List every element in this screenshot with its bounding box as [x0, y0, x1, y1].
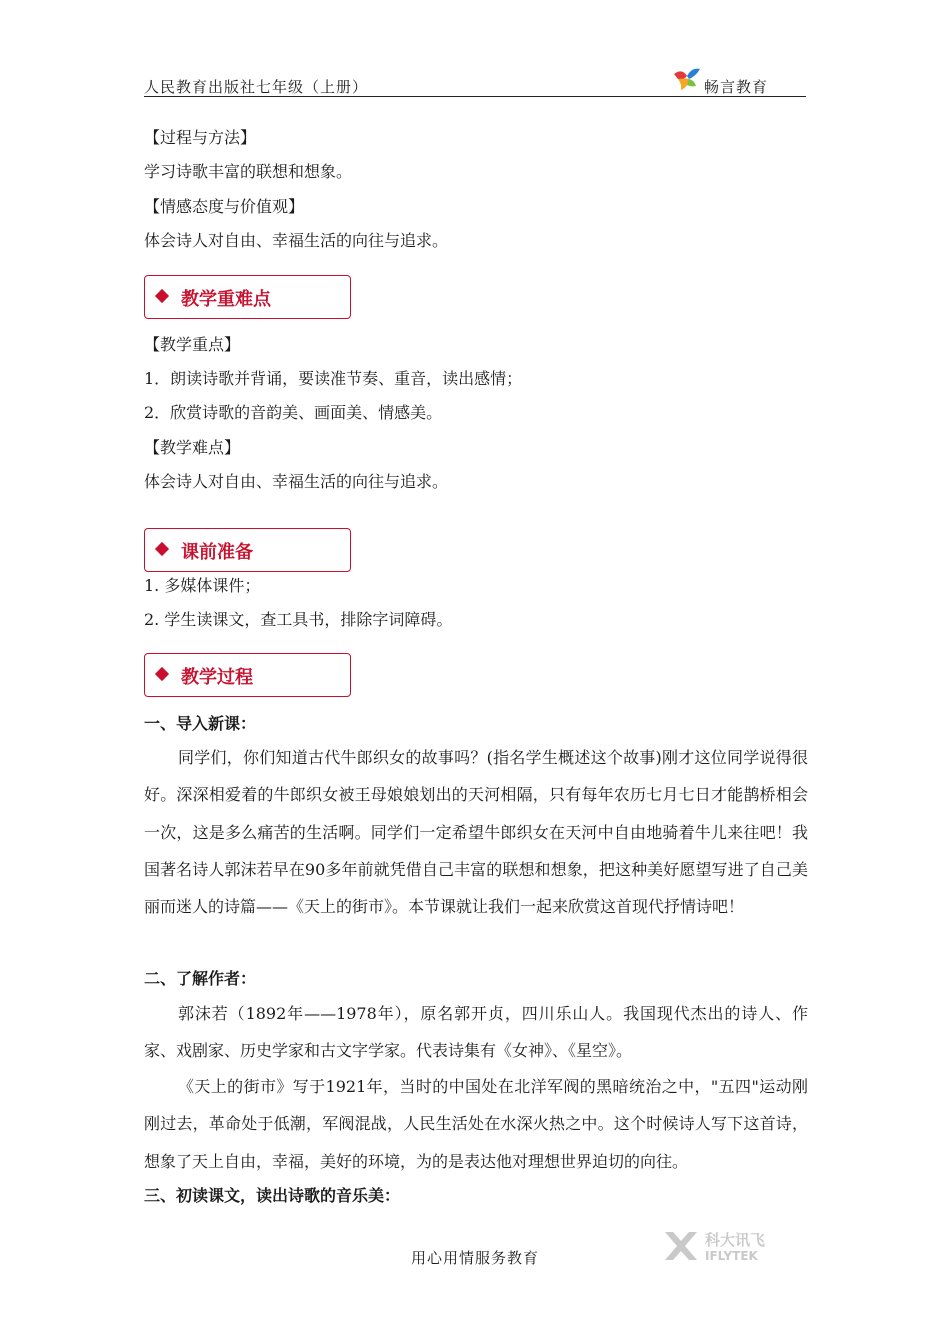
- step2-paragraph-1: 郭沫若（1892年——1978年），原名郭开贞，四川乐山人。我国现代杰出的诗人、作家、戏剧家、历史学家和古文字学家。代表诗集有《女神》、《星空》。: [144, 1004, 808, 1061]
- key-item-2: 2．欣赏诗歌的音韵美、画面美、情感美。: [144, 403, 443, 422]
- footer-slogan: 用心用情服务教育: [410, 1249, 539, 1267]
- header-brand: 畅言教育: [704, 78, 769, 96]
- step2-heading: 二、了解作者：: [144, 969, 257, 988]
- section-title: 课前准备: [181, 542, 253, 563]
- section-header-key-points: [144, 275, 351, 319]
- process-method-heading: 【过程与方法】: [144, 128, 257, 147]
- logo-cn-text: 科大讯飞: [705, 1231, 766, 1249]
- attitude-text: 体会诗人对自由、幸福生活的向往与追求。: [144, 231, 449, 250]
- logo-en-text: IFLYTEK: [705, 1249, 758, 1263]
- key-heading: 【教学重点】: [144, 335, 241, 354]
- prep-item-2: 2. 学生读课文，查工具书，排除字词障碍。: [144, 610, 453, 629]
- section-header-preparation: [144, 528, 351, 572]
- step2-paragraph-2: 《天上的街市》写于1921年，当时的中国处在北洋军阀的黑暗统治之中，"五四"运动刚刚过去，革命处于低潮，军阀混战，人民生活处在水深火热之中。这个时候诗人写下这首诗，想象了天上自由，幸福，美好的环境，为的是表达他对理想世界迫切的向往。: [144, 1077, 808, 1171]
- difficult-text: 体会诗人对自由、幸福生活的向往与追求。: [144, 472, 449, 491]
- process-method-text: 学习诗歌丰富的联想和想象。: [144, 162, 353, 181]
- section-title: 教学过程: [181, 667, 253, 688]
- header-publisher: 人民教育出版社七年级（上册）: [144, 78, 369, 96]
- changyan-bird-logo-icon: [672, 66, 702, 92]
- iflytek-logo-icon: [663, 1226, 793, 1266]
- section-title: 教学重难点: [181, 289, 271, 310]
- key-item-1: 1．朗读诗歌并背诵，要读准节奏、重音，读出感情；: [144, 369, 523, 388]
- step1-heading: 一、导入新课：: [144, 714, 257, 733]
- step1-paragraph: 同学们，你们知道古代牛郎织女的故事吗？(指名学生概述这个故事)刚才这位同学说得很好。深深相爱着的牛郎织女被王母娘娘划出的天河相隔，只有每年农历七月七日才能鹊桥相会一次，这是多么痛苦的生活啊。同学们一定希望牛郎织女在天河中自由地骑着牛儿来往吧！我国著名诗人郭沫若早在90多年前就凭借自己丰富的联想和想象，把这种美好愿望写进了自己美丽而迷人的诗篇——《天上的街市》。本节课就让我们一起来欣赏这首现代抒情诗吧！: [144, 748, 808, 917]
- diamond-bullet-icon: [155, 667, 169, 681]
- difficult-heading: 【教学难点】: [144, 438, 241, 457]
- section-header-process: [144, 653, 351, 697]
- attitude-heading: 【情感态度与价值观】: [144, 197, 305, 216]
- step3-heading: 三、初读课文，读出诗歌的音乐美：: [144, 1186, 401, 1205]
- header-divider: [144, 96, 806, 97]
- diamond-bullet-icon: [155, 289, 169, 303]
- diamond-bullet-icon: [155, 542, 169, 556]
- prep-item-1: 1. 多媒体课件；: [144, 576, 261, 595]
